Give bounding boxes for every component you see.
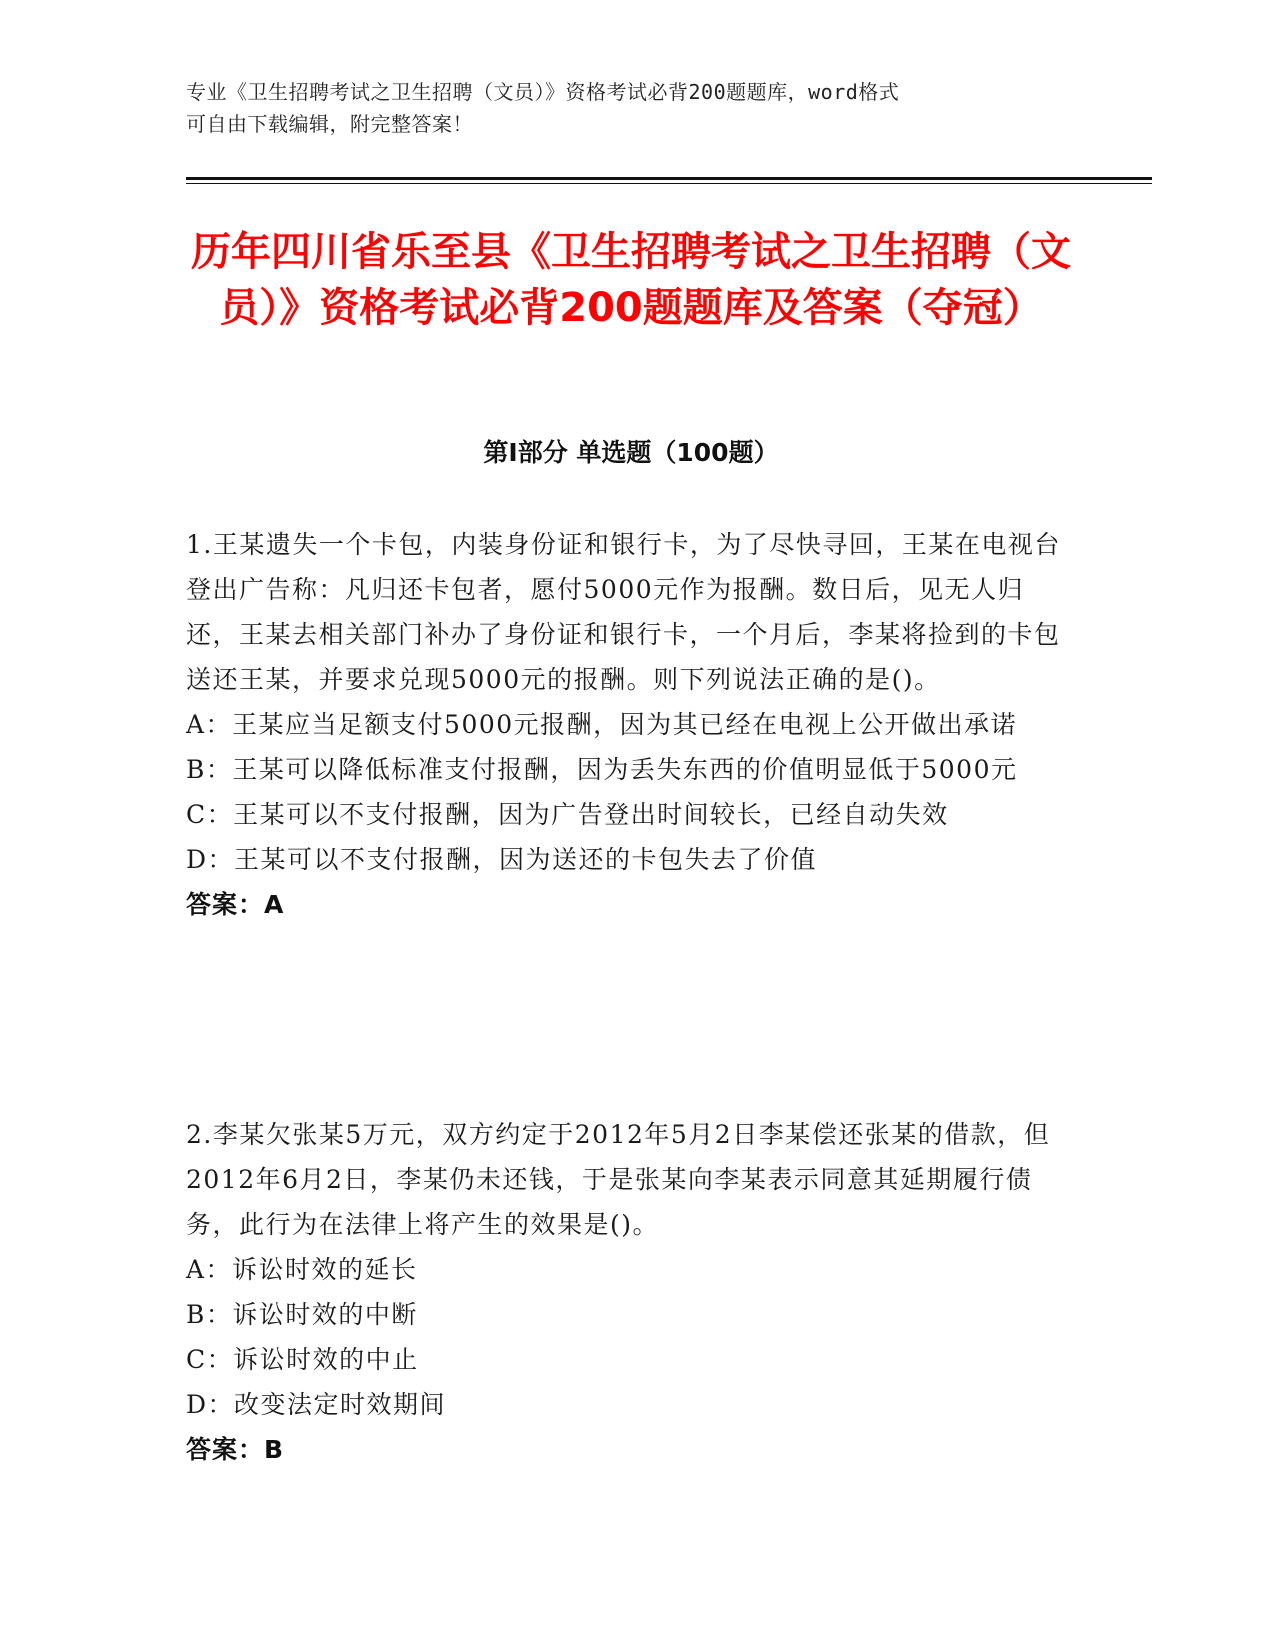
question-1-option-c: C：王某可以不支付报酬，因为广告登出时间较长，已经自动失效 <box>186 800 949 829</box>
question-2-option-c: C：诉讼时效的中止 <box>186 1345 419 1374</box>
question-1-option-a: A：王某应当足额支付5000元报酬，因为其已经在电视上公开做出承诺 <box>186 710 1018 739</box>
question-1-option-b: B：王某可以降低标准支付报酬，因为丢失东西的价值明显低于5000元 <box>186 755 1018 784</box>
header-note <box>186 76 1066 140</box>
question-2-answer: 答案：B <box>186 1435 285 1464</box>
question-1-text: 1.王某遗失一个卡包，内装身份证和银行卡，为了尽快寻回，王某在电视台登出广告称：凡归还卡包者，愿付5000元作为报酬。数日后，见无人归还，王某去相关部门补办了身份证和银行卡，一个月后，李某将捡到的卡包送还王某，并要求兑现5000元的报酬。则下列说法正确的是()。 <box>186 530 1061 694</box>
section-heading: 第Ⅰ部分 单选题（100题） <box>483 438 779 467</box>
question-2-option-d: D：改变法定时效期间 <box>186 1390 447 1419</box>
question-2 <box>186 1112 1076 1472</box>
question-1-answer: 答案：A <box>186 890 285 919</box>
question-1-option-d: D：王某可以不支付报酬，因为送还的卡包失去了价值 <box>186 845 818 874</box>
header-rule-thick <box>186 177 1152 180</box>
header-rule-thin <box>186 183 1152 184</box>
question-2-option-a: A：诉讼时效的延长 <box>186 1255 418 1284</box>
question-2-option-b: B：诉讼时效的中断 <box>186 1300 418 1329</box>
header-note-line-2: 可自由下载编辑，附完整答案！ <box>186 112 473 136</box>
header-note-line-1: 专业《卫生招聘考试之卫生招聘（文员）》资格考试必背200题题库，word格式 <box>186 80 900 104</box>
question-2-text: 2.李某欠张某5万元，双方约定于2012年5月2日李某偿还张某的借款，但2012年6月2日，李某仍未还钱，于是张某向李某表示同意其延期履行债务，此行为在法律上将产生的效果是()。 <box>186 1120 1051 1239</box>
question-1 <box>186 522 1076 927</box>
document-title: 历年四川省乐至县《卫生招聘考试之卫生招聘（文员）》资格考试必背200题题库及答案（夺冠） <box>191 229 1071 331</box>
